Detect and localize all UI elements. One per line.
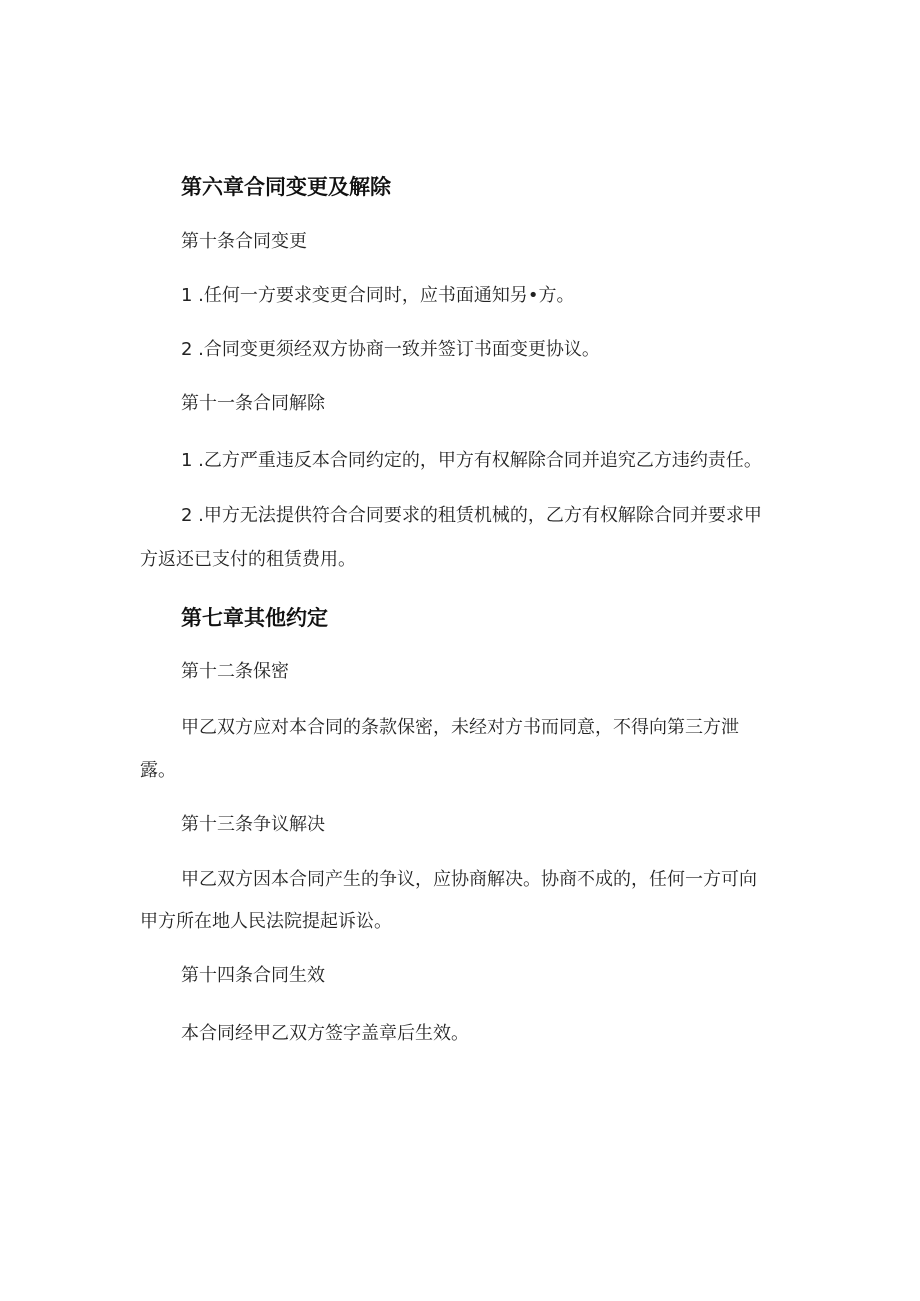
article-11-item-1: 1 .乙方严重违反本合同约定的，甲方有权解除合同并追究乙方违约责任。 bbox=[181, 450, 762, 471]
article-10-item-1: 1 .任何一方要求变更合同时，应书面通知另•方。 bbox=[181, 285, 575, 306]
article-10-item-2: 2 .合同变更须经双方协商一致并签订书面变更协议。 bbox=[181, 339, 600, 360]
article-14-text: 本合同经甲乙双方签字盖章后生效。 bbox=[181, 1023, 469, 1044]
article-13-title: 第十三条争议解决 bbox=[181, 814, 325, 835]
article-12-title: 第十二条保密 bbox=[181, 661, 289, 682]
chapter-7-title: 第七章其他约定 bbox=[181, 606, 328, 630]
article-12-text-line-1: 甲乙双方应对本合同的条款保密，未经对方书而同意，不得向第三方泄 bbox=[181, 717, 739, 738]
article-10-title: 第十条合同变更 bbox=[181, 231, 307, 252]
article-14-title: 第十四条合同生效 bbox=[181, 965, 325, 986]
article-13-text-line-1: 甲乙双方因本合同产生的争议，应协商解决。协商不成的，任何一方可向 bbox=[181, 869, 757, 890]
article-11-title: 第十一条合同解除 bbox=[181, 393, 325, 414]
article-11-item-2-line-1: 2 .甲方无法提供符合合同要求的租赁机械的，乙方有权解除合同并要求甲 bbox=[181, 505, 762, 526]
article-12-text-line-2: 露。 bbox=[140, 760, 176, 781]
article-13-text-line-2: 甲方所在地人民法院提起诉讼。 bbox=[140, 911, 392, 932]
chapter-6-title: 第六章合同变更及解除 bbox=[181, 175, 391, 199]
article-11-item-2-line-2: 方返还已支付的租赁费用。 bbox=[140, 549, 356, 570]
